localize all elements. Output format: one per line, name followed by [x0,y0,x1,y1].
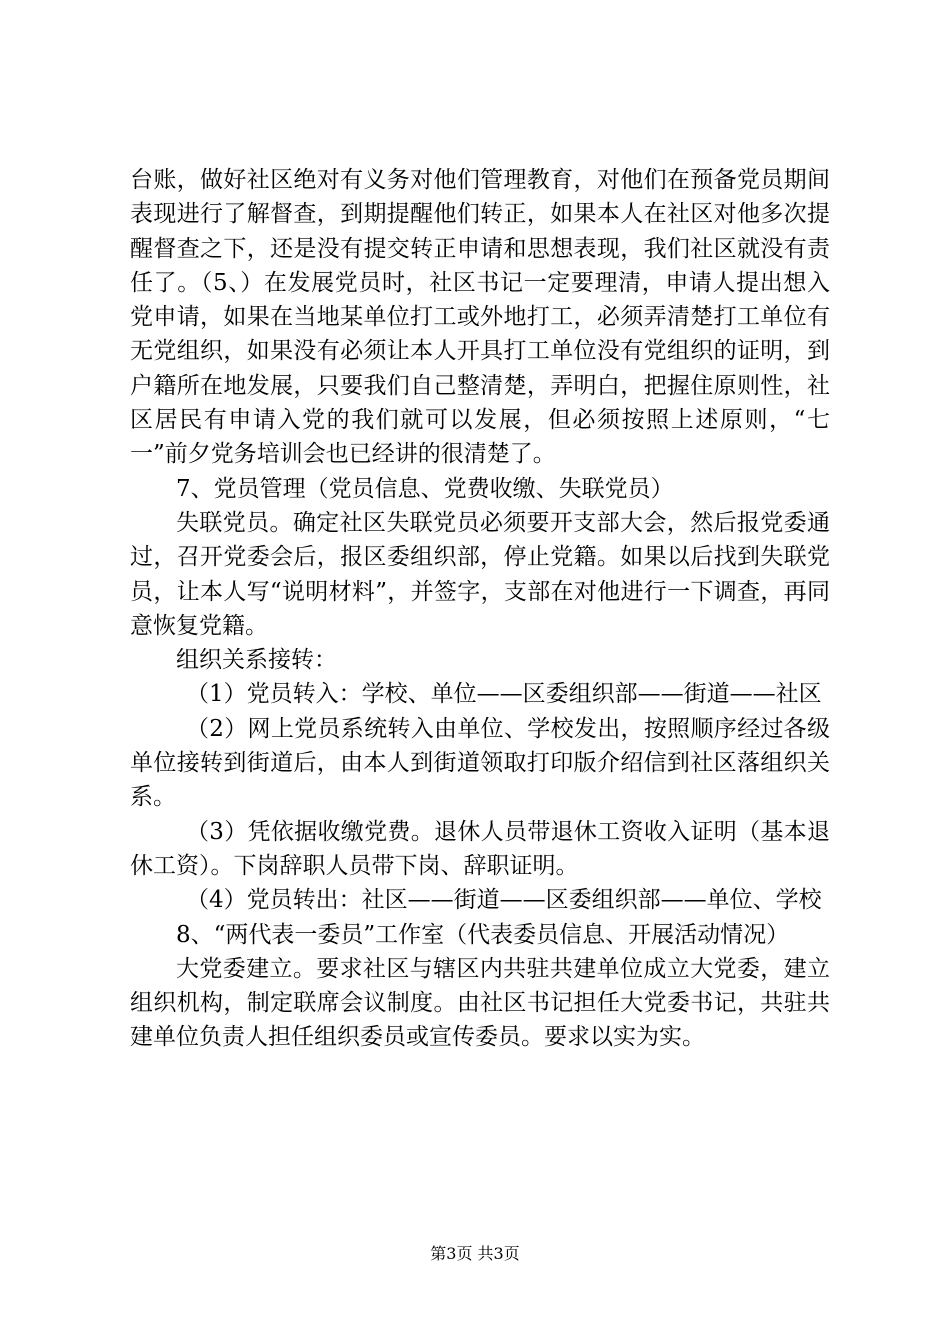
list-item-dues-collection: （3）凭依据收缴党费。退休人员带退休工资收入证明（基本退休工资）。下岗辞职人员带下岗、辞职证明。 [130,818,830,879]
paragraph-grand-party-committee: 大党委建立。要求社区与辖区内共驻共建单位成立大党委，建立组织机构，制定联席会议制度。由社区书记担任大党委书记，共驻共建单位负责人担任组织委员或宣传委员。要求以实为实。 [130,955,830,1051]
subheading-organization-transfer: 组织关系接转： [176,647,337,674]
list-item-transfer-out: （4）党员转出：社区——街道——区委组织部——单位、学校 [186,887,822,914]
list-item-transfer-in: （1）党员转入：学校、单位——区委组织部——街道——社区 [186,681,822,708]
paragraph-lost-contact-members: 失联党员。确定社区失联党员必须要开支部大会，然后报党委通过，召开党委会后，报区委组织部，停止党籍。如果以后找到失联党员，让本人写“说明材料”，并签字，支部在对他进行一下调查，再同意恢复党籍。 [130,509,830,639]
section-heading-member-management: 7、党员管理（党员信息、党费收缴、失联党员） [176,475,674,502]
paragraph-party-member-development: 台账，做好社区绝对有义务对他们管理教育，对他们在预备党员期间表现进行了解督查，到期提醒他们转正，如果本人在社区对他多次提醒督查之下，还是没有提交转正申请和思想表现，我们社区就没有责任了。（5、）在发展党员时，社区书记一定要理清，申请人提出想入党申请，如果在当地某单位打工或外地打工，必须弄清楚打工单位有无党组织，如果没有必须让本人开具打工单位没有党组织的证明，到户籍所在地发展，只要我们自己整清楚，弄明白，把握住原则性，社区居民有申请入党的我们就可以发展，但必须按照上述原则，“七一”前夕党务培训会也已经讲的很清楚了。 [130,167,830,468]
list-item-online-transfer: （2）网上党员系统转入由单位、学校发出，按照顺序经过各级单位接转到街道后，由本人到街道领取打印版介绍信到社区落组织关系。 [130,715,830,811]
document-body [130,163,830,1055]
page-number-footer: 第3页 共3页 [430,1244,520,1263]
section-heading-studio: 8、“两代表一委员”工作室（代表委员信息、开展活动情况） [176,921,790,948]
